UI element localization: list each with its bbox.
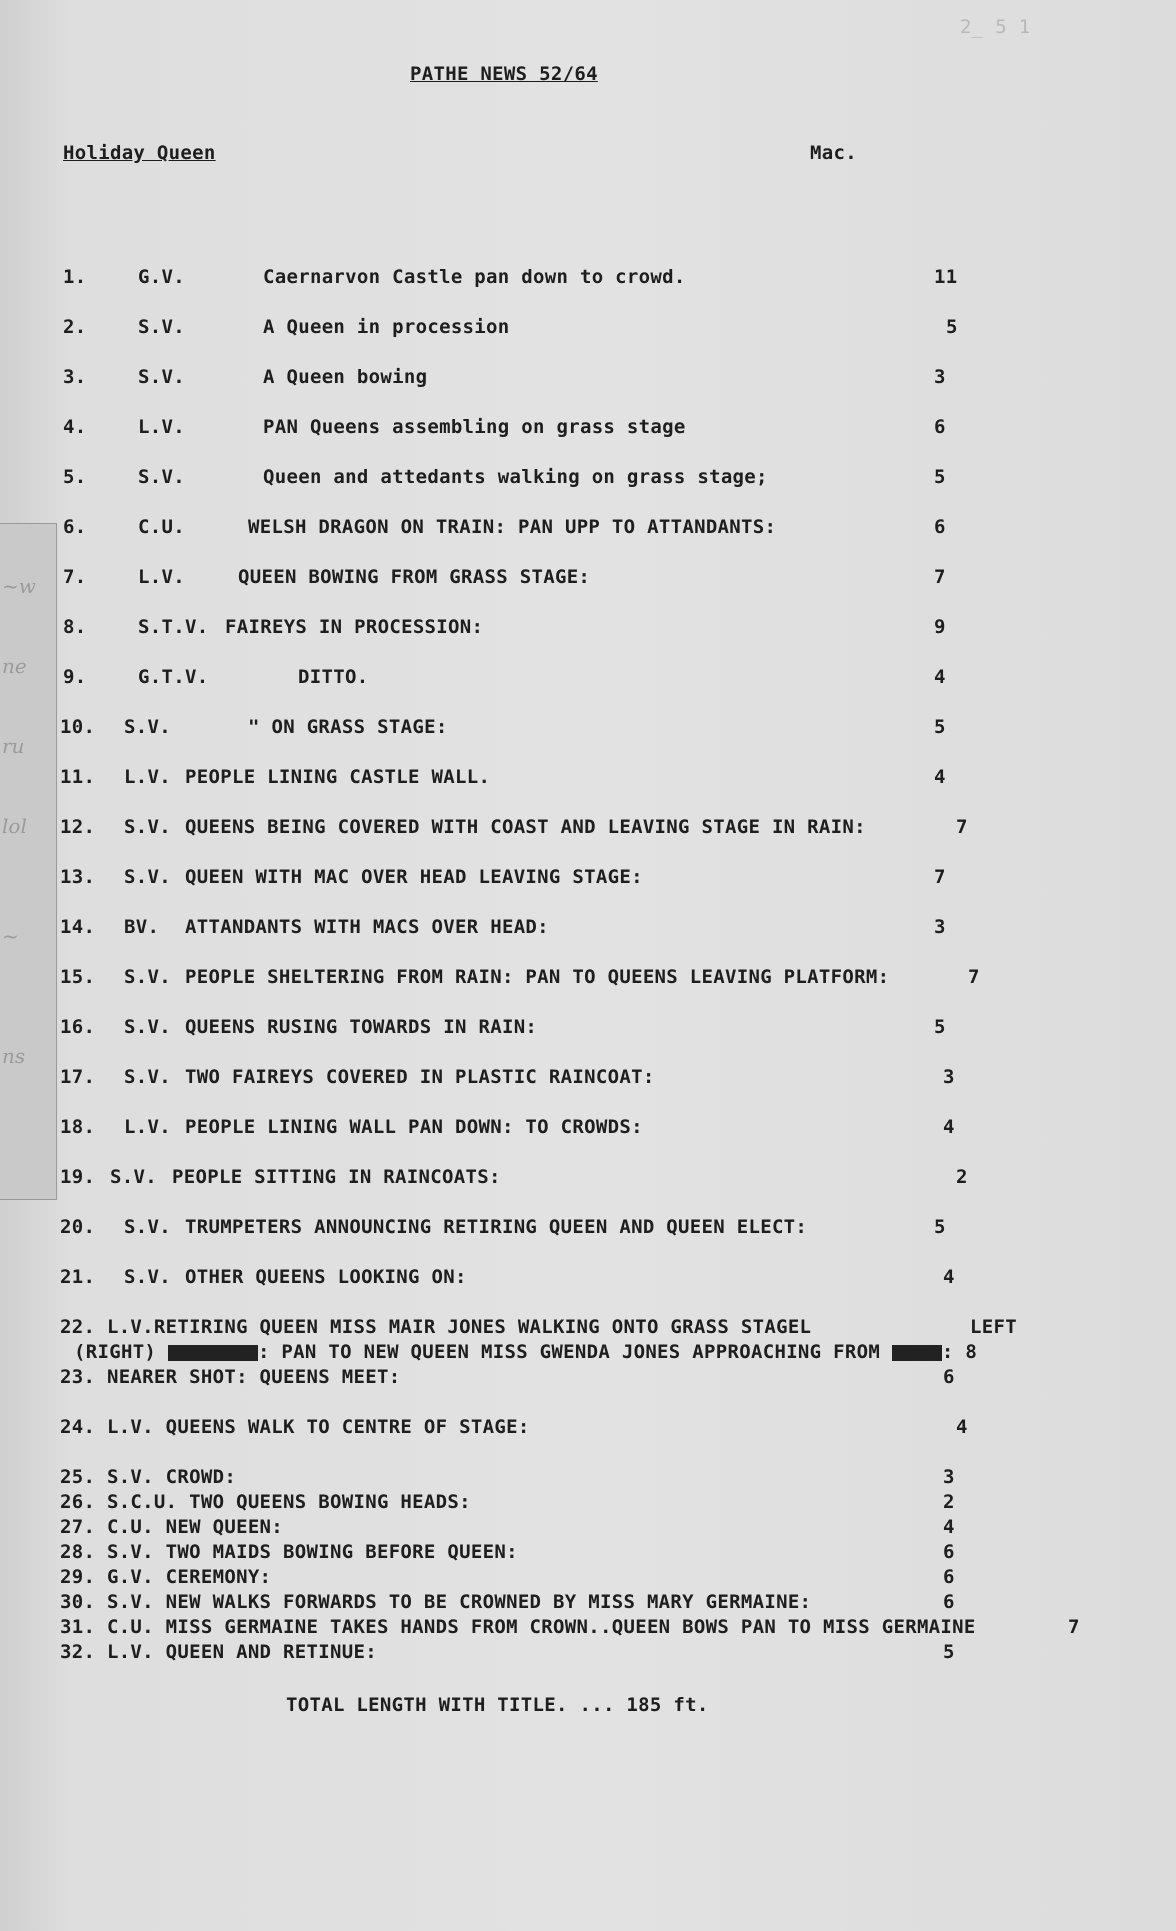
shot-footage: 5 [934, 466, 946, 488]
shot-type: S.V. [138, 466, 185, 488]
shot-footage: 6 [943, 1366, 955, 1388]
shot-footage: 6 [934, 516, 946, 538]
shot-footage: 5 [934, 716, 946, 738]
shot-footage: 5 [946, 316, 958, 338]
shot-footage: 7 [934, 566, 946, 588]
shot-line: 31. C.U. MISS GERMAINE TAKES HANDS FROM CROWN..QUEEN BOWS PAN TO MISS GERMAINE [60, 1616, 976, 1638]
total-length: TOTAL LENGTH WITH TITLE. ... 185 ft. [286, 1694, 709, 1716]
shot-type: S.V. [124, 1266, 171, 1288]
shot-footage: 6 [934, 416, 946, 438]
shot-footage: 4 [934, 666, 946, 688]
shot-number: 20. [60, 1216, 96, 1238]
handwriting-scrawl: ~ [2, 924, 19, 948]
document-title: PATHE NEWS 52/64 [410, 63, 598, 85]
shot-line: 28. S.V. TWO MAIDS BOWING BEFORE QUEEN: [60, 1541, 518, 1563]
shot-line: 27. C.U. NEW QUEEN: [60, 1516, 284, 1538]
shot-number: 13. [60, 866, 96, 888]
shot-type: S.V. [124, 1066, 171, 1088]
shot-type: S.V. [124, 716, 171, 738]
shot-type: L.V. [138, 416, 185, 438]
shot-footage: 3 [934, 916, 946, 938]
shot-description: PEOPLE LINING WALL PAN DOWN: TO CROWDS: [185, 1116, 643, 1138]
shot-number: 4. [63, 416, 87, 438]
shot-description: TRUMPETERS ANNOUNCING RETIRING QUEEN AND QUEEN ELECT: [185, 1216, 808, 1238]
shot-line: 30. S.V. NEW WALKS FORWARDS TO BE CROWNED BY MISS MARY GERMAINE: [60, 1591, 812, 1613]
shot-number: 9. [63, 666, 87, 688]
handwriting-scrawl: ne [2, 654, 27, 678]
shot-type: BV. [124, 916, 160, 938]
shot-description: PEOPLE SITTING IN RAINCOATS: [172, 1166, 501, 1188]
shot-description: Queen and attedants walking on grass stage; [263, 466, 768, 488]
shot-footage: 5 [943, 1641, 955, 1663]
shot-type: L.V. [138, 566, 185, 588]
shot-number: 8. [63, 616, 87, 638]
shot-number: 18. [60, 1116, 96, 1138]
shot-type: S.V. [124, 1216, 171, 1238]
shot-line: 29. G.V. CEREMONY: [60, 1566, 272, 1588]
shot-22-footage: : 8 [941, 1341, 978, 1363]
shot-footage: 9 [934, 616, 946, 638]
shot-footage: 7 [956, 816, 968, 838]
shot-type: L.V. [124, 766, 171, 788]
shot-number: 3. [63, 366, 87, 388]
shot-description: FAIREYS IN PROCESSION: [225, 616, 484, 638]
shot-number: 5. [63, 466, 87, 488]
shot-description: DITTO. [298, 666, 369, 688]
shot-type: S.V. [124, 816, 171, 838]
shot-number: 1. [63, 266, 87, 288]
handwriting-scrawl: ~w [2, 574, 36, 598]
shot-footage: 7 [968, 966, 980, 988]
shot-type: G.T.V. [138, 666, 209, 688]
shot-description: WELSH DRAGON ON TRAIN: PAN UPP TO ATTANDANTS: [248, 516, 777, 538]
shot-footage: 6 [943, 1566, 955, 1588]
shot-type: S.V. [138, 366, 185, 388]
shot-number: 14. [60, 916, 96, 938]
shot-type: S.V. [110, 1166, 157, 1188]
handwriting-scrawl: lol [2, 814, 27, 838]
shot-number: 19. [60, 1166, 96, 1188]
shot-footage: 11 [934, 266, 958, 288]
shot-type: G.V. [138, 266, 185, 288]
shot-22-left: LEFT [970, 1316, 1017, 1338]
shot-description: PEOPLE LINING CASTLE WALL. [185, 766, 491, 788]
shot-footage: 7 [934, 866, 946, 888]
shot-type: C.U. [138, 516, 185, 538]
shot-type: S.V. [124, 966, 171, 988]
shot-number: 7. [63, 566, 87, 588]
shot-number: 12. [60, 816, 96, 838]
shot-description: QUEEN WITH MAC OVER HEAD LEAVING STAGE: [185, 866, 643, 888]
story-title: Holiday Queen [63, 142, 216, 164]
shot-description: PAN Queens assembling on grass stage [263, 416, 686, 438]
shot-22-right: (RIGHT) [74, 1341, 157, 1363]
shot-description: PEOPLE SHELTERING FROM RAIN: PAN TO QUEENS LEAVING PLATFORM: [185, 966, 890, 988]
handwriting-scrawl: ru [2, 734, 25, 758]
shot-number: 6. [63, 516, 87, 538]
shot-22-pan: : PAN TO NEW QUEEN MISS GWENDA JONES APPROACHING FROM [257, 1341, 881, 1363]
shot-footage: 3 [934, 366, 946, 388]
shot-footage: 7 [1068, 1616, 1080, 1638]
shot-description: QUEENS BEING COVERED WITH COAST AND LEAVING STAGE IN RAIN: [185, 816, 866, 838]
shot-footage: 5 [934, 1216, 946, 1238]
shot-22-line-1: 22. L.V.RETIRING QUEEN MISS MAIR JONES WALKING ONTO GRASS STAGEL [60, 1316, 812, 1338]
strikeout-redaction [892, 1345, 942, 1361]
shot-number: 2. [63, 316, 87, 338]
strikeout-redaction [168, 1345, 258, 1361]
shot-footage: 4 [956, 1416, 968, 1438]
shot-description: Caernarvon Castle pan down to crowd. [263, 266, 686, 288]
shot-footage: 4 [934, 766, 946, 788]
shot-type: S.V. [138, 316, 185, 338]
shot-footage: 2 [956, 1166, 968, 1188]
shot-footage: 4 [943, 1516, 955, 1538]
shot-number: 16. [60, 1016, 96, 1038]
shot-footage: 3 [943, 1066, 955, 1088]
cameraman: Mac. [810, 142, 857, 164]
shot-line: 23. NEARER SHOT: QUEENS MEET: [60, 1366, 401, 1388]
shot-line: 25. S.V. CROWD: [60, 1466, 237, 1488]
shot-footage: 6 [943, 1591, 955, 1613]
shot-line: 32. L.V. QUEEN AND RETINUE: [60, 1641, 377, 1663]
shot-description: TWO FAIREYS COVERED IN PLASTIC RAINCOAT: [185, 1066, 655, 1088]
shot-description: " ON GRASS STAGE: [248, 716, 448, 738]
shot-footage: 3 [943, 1466, 955, 1488]
shot-number: 11. [60, 766, 96, 788]
shot-footage: 2 [943, 1491, 955, 1513]
reference-mark: 2_ 5 1 [960, 16, 1031, 38]
shot-line: 26. S.C.U. TWO QUEENS BOWING HEADS: [60, 1491, 471, 1513]
shot-type: S.V. [124, 866, 171, 888]
shot-type: S.T.V. [138, 616, 209, 638]
shot-footage: 4 [943, 1266, 955, 1288]
shot-type: L.V. [124, 1116, 171, 1138]
shot-description: ATTANDANTS WITH MACS OVER HEAD: [185, 916, 549, 938]
shot-description: A Queen in procession [263, 316, 510, 338]
shot-description: A Queen bowing [263, 366, 428, 388]
shot-footage: 6 [943, 1541, 955, 1563]
shot-type: S.V. [124, 1016, 171, 1038]
shot-description: OTHER QUEENS LOOKING ON: [185, 1266, 467, 1288]
handwriting-scrawl: ns [2, 1044, 26, 1068]
shot-description: QUEENS RUSING TOWARDS IN RAIN: [185, 1016, 538, 1038]
shot-footage: 5 [934, 1016, 946, 1038]
underlying-sheet-edge [0, 523, 57, 1200]
shot-footage: 4 [943, 1116, 955, 1138]
shot-line: 24. L.V. QUEENS WALK TO CENTRE OF STAGE: [60, 1416, 530, 1438]
shot-number: 17. [60, 1066, 96, 1088]
shot-22-line-2 [74, 1341, 977, 1363]
shot-number: 21. [60, 1266, 96, 1288]
shot-number: 15. [60, 966, 96, 988]
shot-description: QUEEN BOWING FROM GRASS STAGE: [238, 566, 591, 588]
shot-number: 10. [60, 716, 96, 738]
